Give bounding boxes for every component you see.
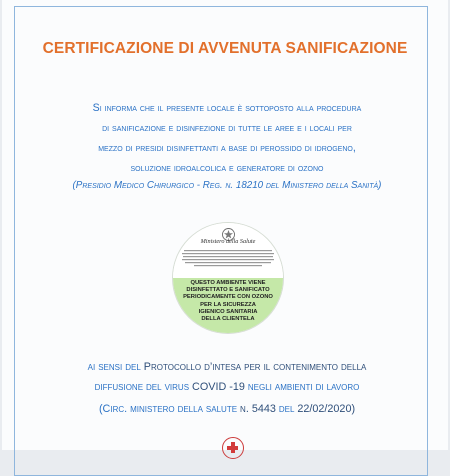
circ-number: n. 5443 [240,403,276,415]
intro-paragraph [26,98,428,178]
protocol-text: diffusione del virus [94,381,193,393]
protocol-line [22,357,432,377]
covid-label: COVID -19 [192,381,245,393]
seal-message-line: DELLA CLIENTELA [201,316,255,323]
seal-message-line: PER LA SICUREZZA [200,301,256,308]
intro-line: Si informa che il presente locale è sottoposto alla procedura [92,102,362,114]
seal-ministry-name: Ministero della Salute [200,238,256,245]
red-cross-bar-vertical [231,442,235,453]
seal-fine-print-lines [182,249,274,269]
protocol-text: negli ambienti di lavoro [244,381,360,393]
seal-header [173,223,283,278]
intro-line: soluzione idroalcolica e generatore di ozono [130,162,324,174]
protocol-line [22,377,432,397]
circular-reference [22,403,432,415]
red-cross-icon [222,437,244,459]
certificate-page [2,0,448,450]
circ-text: del [275,403,298,415]
circ-date: 22/02/2020) [297,403,356,415]
ministry-seal [173,223,283,333]
seal-message-line: DISINFETTATO E SANIFICATO [186,287,270,294]
seal-message-line: PERIODICAMENTE CON OZONO [183,294,273,301]
presidio-note: (Presidio Medico Chirurgico - Reg. n. 18210 del Ministero della Sanità) [72,180,382,191]
seal-message-line: QUESTO AMBIENTE VIENE [190,280,266,286]
intro-line: mezzo di presidi disinfettanti a base di perossido di idrogeno, [98,142,356,154]
protocol-paragraph [22,357,432,397]
protocol-name: Protocollo d’intesa per il contenimento della [143,361,367,373]
certificate-title: CERTIFICAZIONE DI AVVENUTA SANIFICAZIONE [42,40,408,57]
intro-line: di sanificazione e disinfezione di tutte le aree e i locali per [102,122,352,134]
circ-text: (Circ. ministero della salute [98,403,241,415]
seal-message-line: IGIENICO SANITARIA [198,308,258,315]
protocol-text: ai sensi del [87,361,144,373]
seal-fine-print [182,249,274,270]
seal-green-band [173,278,283,333]
seal-message [179,280,277,323]
